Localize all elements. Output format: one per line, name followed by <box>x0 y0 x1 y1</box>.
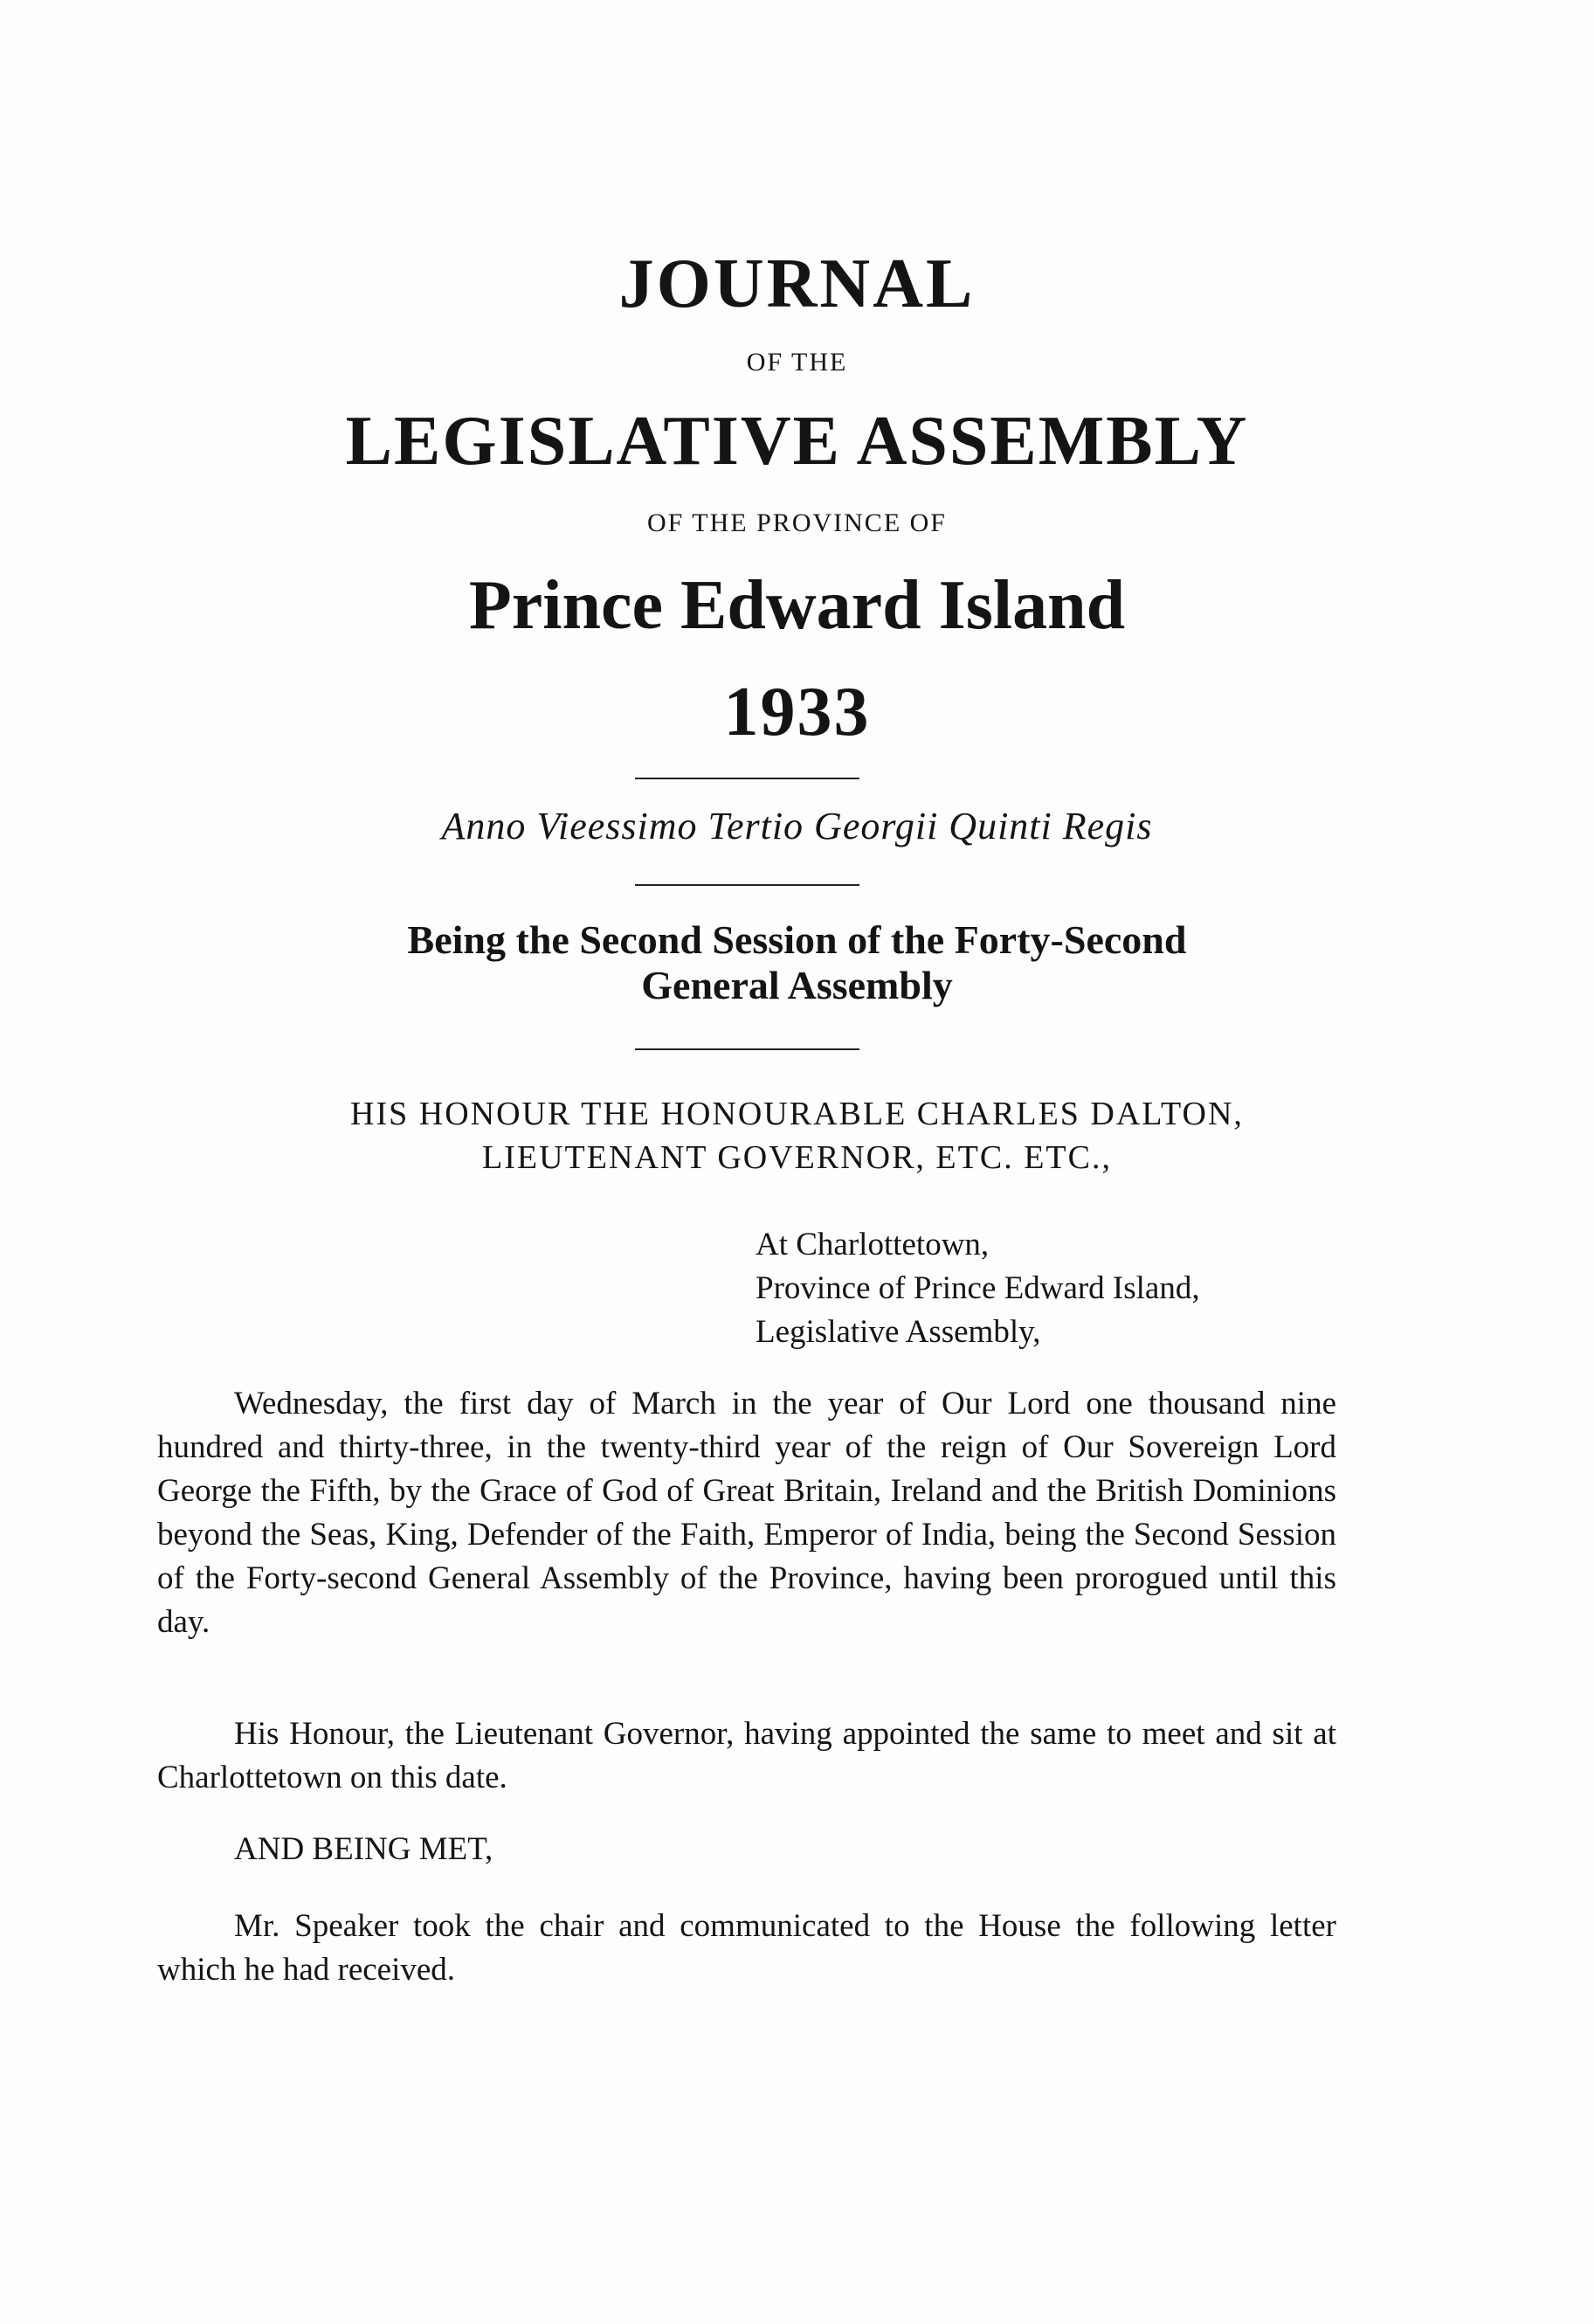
honour-line: HIS HONOUR THE HONOURABLE CHARLES DALTON, <box>350 1096 1244 1132</box>
divider-rule <box>635 778 859 779</box>
session-heading-line: General Assembly <box>641 963 953 1007</box>
place-block <box>756 1223 1200 1354</box>
subtitle-of-the: OF THE <box>746 348 848 377</box>
honour-line: LIEUTENANT GOVERNOR, ETC. ETC., <box>482 1139 1112 1176</box>
title-legislative-assembly: LEGISLATIVE ASSEMBLY <box>345 403 1249 480</box>
body-paragraph: AND BEING MET, <box>234 1831 493 1867</box>
body-paragraph: His Honour, the Lieutenant Governor, having appointed the same to meet and sit at Charlottetown on this date. <box>157 1716 1336 1795</box>
body-paragraph: Mr. Speaker took the chair and communicated to the House the following letter which he had received. <box>157 1908 1336 1988</box>
subtitle-of-the-province-of: OF THE PROVINCE OF <box>647 508 947 537</box>
title-journal: JOURNAL <box>618 246 976 322</box>
lieutenant-governor-heading <box>0 1092 1594 1179</box>
place-line: Province of Prince Edward Island, <box>756 1270 1200 1306</box>
place-line: At Charlottetown, <box>756 1227 990 1262</box>
divider-rule <box>635 1048 859 1050</box>
body-paragraph: Wednesday, the first day of March in the year of Our Lord one thousand nine hundred and thirty-three, in the twenty-third year of the reign of Our Sovereign Lord George the Fifth, by the Grace of God of Great Britain, Ireland and the British Dominions beyond the Seas, King, Defender of the Faith, Emperor of India, being the Second Session of the Forty-second General Assembly of the Province, having been prorogued until this day. <box>157 1386 1336 1640</box>
divider-rule <box>635 884 859 886</box>
session-heading <box>0 917 1594 1008</box>
place-line: Legislative Assembly, <box>756 1314 1041 1350</box>
title-province-name: Prince Edward Island <box>468 567 1126 644</box>
title-year: 1933 <box>723 674 871 750</box>
session-heading-line: Being the Second Session of the Forty-Second <box>407 917 1187 962</box>
regnal-year-line: Anno Vieessimo Tertio Georgii Quinti Regis <box>441 805 1153 847</box>
